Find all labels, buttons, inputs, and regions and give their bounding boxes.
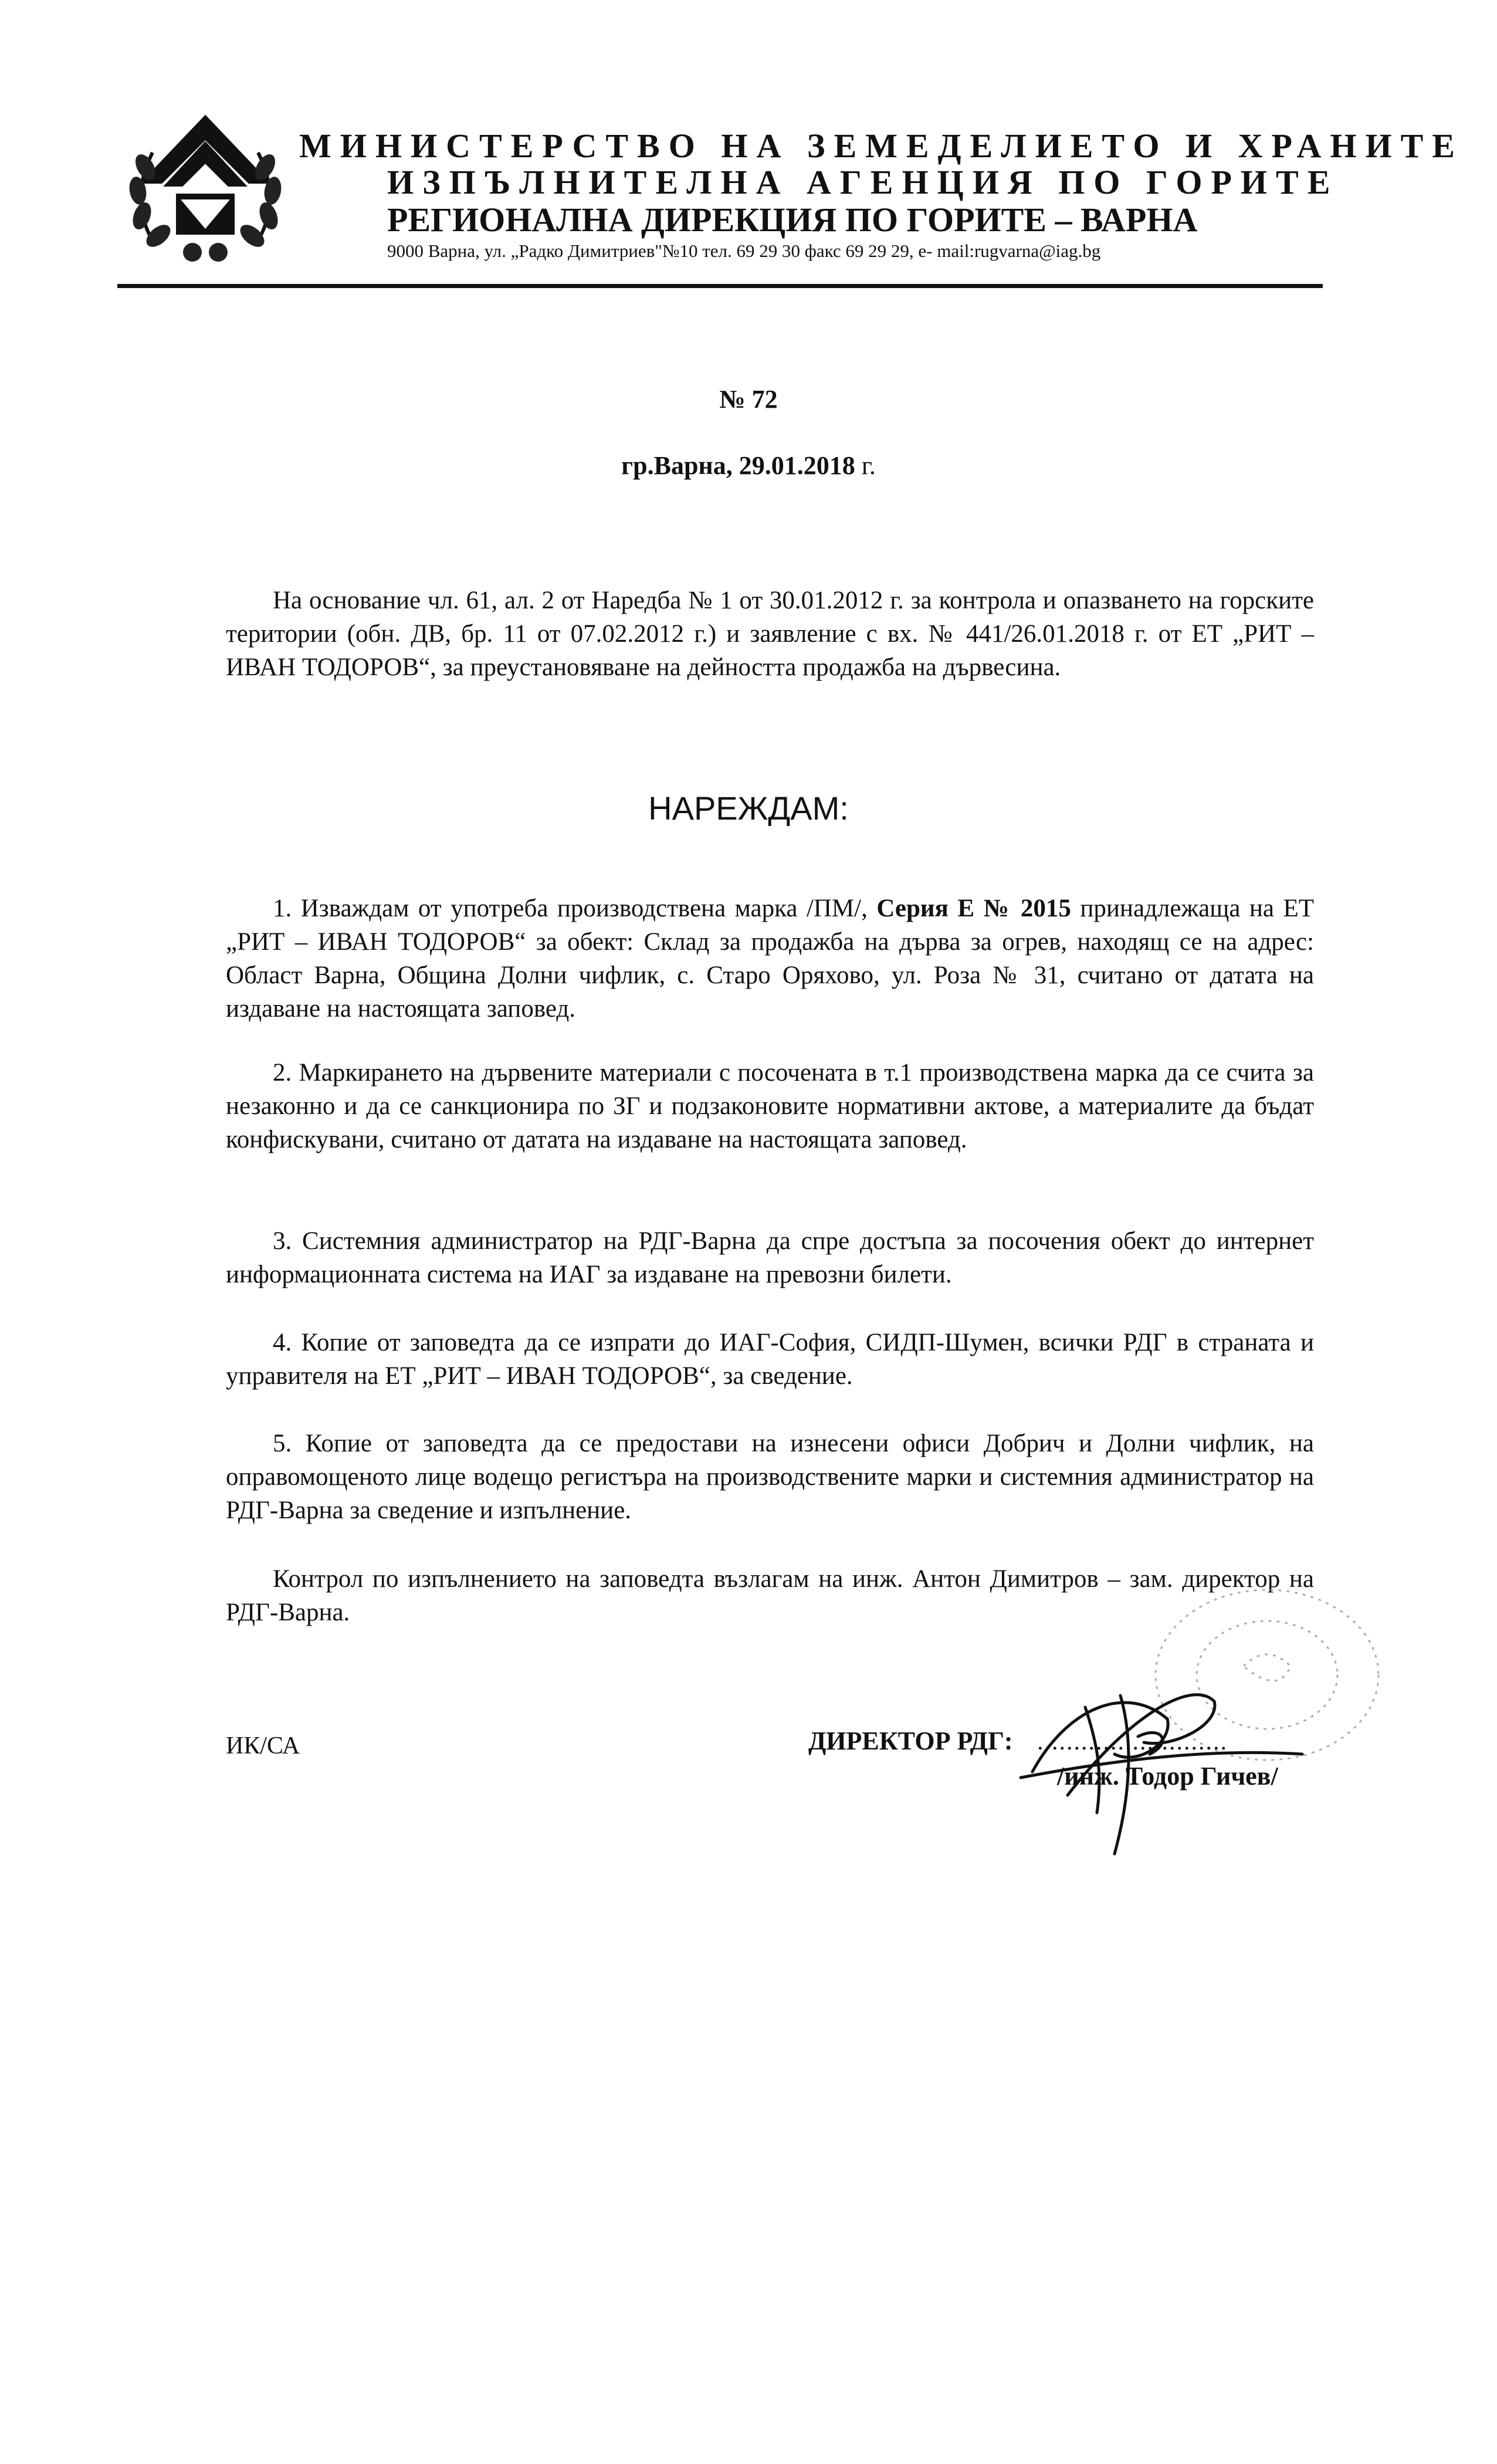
- order-number: № 72: [719, 385, 778, 414]
- handwritten-signature: [997, 1637, 1361, 1860]
- contact-address: 9000 Варна, ул. „Радко Димитриев"№10 тел. 69 29 30 факс 69 29 29, e- mail:rugvarna@iag.bg: [387, 241, 1101, 261]
- letterhead: [117, 111, 1464, 287]
- control-paragraph: Контрол по изпълнението на заповедта възлагам на инж. Антон Димитров – зам. директор на РДГ-Варна.: [226, 1565, 1314, 1626]
- signature-line: ..........................: [1037, 1728, 1228, 1755]
- order-heading: НАРЕЖДАМ:: [648, 790, 849, 827]
- mark-series: Серия Е № 2015: [876, 895, 1071, 922]
- author-initials: ИК/СА: [226, 1732, 300, 1759]
- order-item-4: 4. Копие от заповедта да се изпрати до ИАГ-София, СИДП-Шумен, всички РДГ в страната и управителя на ЕТ „РИТ – ИВАН ТОДОРОВ“, за сведение.: [226, 1329, 1314, 1390]
- order-place-date: [0, 451, 1497, 480]
- order-date: 29.01.2018: [739, 451, 855, 480]
- order-item-3: 3. Системния администратор на РДГ-Варна да спре достъпа за посочения обект до интернет информационната система на ИАГ за издаване на превозни билети.: [226, 1227, 1314, 1288]
- director-name: /инж. Тодор Гичев/: [1057, 1762, 1278, 1791]
- order-item-1: [226, 892, 1314, 1025]
- order-item-1-rest: принадлежаща на ЕТ „РИТ – ИВАН ТОДОРОВ“ за обект: Склад за продажба на дърва за огрев, находящ се на адрес: Област Варна, Община Долни чифлик, с. Старо Оряхово, ул. Роза № 31, считано от датата на издаване на настоящата заповед.: [226, 895, 1314, 1023]
- order-item-2: 2. Маркирането на дървените материали с посочената в т.1 производствена марка да се счита за незаконно и да се санкционира по ЗГ и подзаконовите нормативни актове, а материалите да бъдат конфискувани, считано от датата на издаване на настоящата заповед.: [226, 1059, 1314, 1153]
- order-date-suffix: г.: [861, 451, 876, 480]
- ministry-emblem-icon: [117, 111, 293, 270]
- header-divider: [117, 284, 1323, 288]
- director-title: ДИРЕКТОР РДГ:: [808, 1727, 1013, 1755]
- directorate-name: РЕГИОНАЛНА ДИРЕКЦИЯ ПО ГОРИТЕ – ВАРНА: [387, 201, 1198, 239]
- order-item-1-lead: 1. Изваждам от употреба производствена марка /ПМ/,: [273, 895, 868, 922]
- order-place: гр.Варна,: [621, 451, 733, 480]
- letterhead-text: [299, 127, 1464, 263]
- preamble-paragraph: На основание чл. 61, ал. 2 от Наредба № 1 от 30.01.2012 г. за контрола и опазването на горските територии (обн. ДВ, бр. 11 от 07.02.2012 г.) и заявление с вх. № 441/26.01.2018 г. от ЕТ „РИТ – ИВАН ТОДОРОВ“, за преустановяване на дейността продажба на дървесина.: [226, 587, 1314, 681]
- ministry-name: МИНИСТЕРСТВО НА ЗЕМЕДЕЛИЕТО И ХРАНИТЕ: [299, 127, 1464, 165]
- agency-name: ИЗПЪЛНИТЕЛНА АГЕНЦИЯ ПО ГОРИТЕ: [387, 163, 1339, 201]
- order-item-5: 5. Копие от заповедта да се предостави на изнесени офиси Добрич и Долни чифлик, на оправомощеното лице водещо регистъра на производствените марки и системния администратор на РДГ-Варна за сведение и изпълнение.: [226, 1430, 1314, 1524]
